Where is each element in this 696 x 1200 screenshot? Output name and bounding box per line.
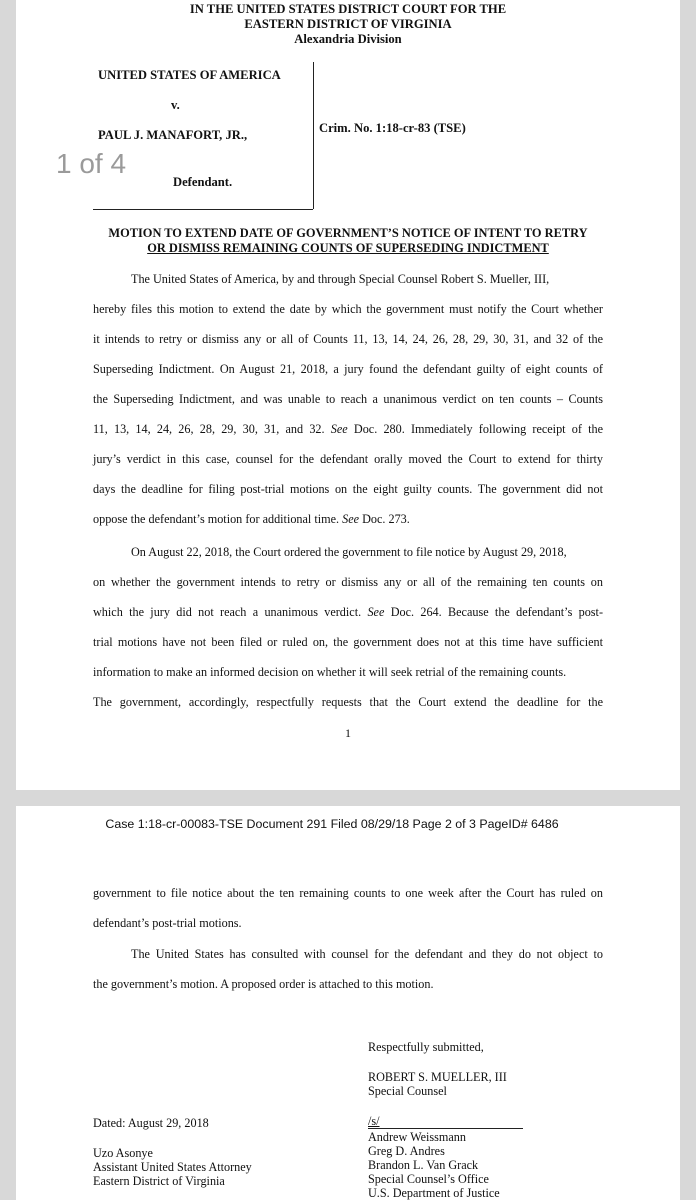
department-name: U.S. Department of Justice xyxy=(368,1186,500,1200)
text-line: government to file notice about the ten remaining counts to one week after the Court has ruled on xyxy=(93,886,603,900)
court-name-line-2: EASTERN DISTRICT OF VIRGINIA xyxy=(244,17,452,31)
text-line: jury’s verdict in this case, counsel for the defendant orally moved the Court to extend for thirty xyxy=(93,452,603,466)
text-line: it intends to retry or dismiss any or all of Counts 11, 13, 14, 24, 26, 28, 29, 30, 31, and 32 of the xyxy=(93,332,603,346)
page-number: 1 xyxy=(345,726,351,740)
defendant-name: PAUL J. MANAFORT, JR., xyxy=(98,128,248,142)
text-line: defendant’s post-trial motions. xyxy=(93,916,242,930)
defendant-role: Defendant. xyxy=(173,175,233,189)
motion-title-line-2: OR DISMISS REMAINING COUNTS OF SUPERSEDING INDICTMENT xyxy=(147,241,549,255)
signer-title: Special Counsel xyxy=(368,1084,447,1098)
slash-signature: /s/ xyxy=(368,1114,380,1128)
case-number: Crim. No. 1:18-cr-83 (TSE) xyxy=(319,121,466,135)
motion-title xyxy=(16,226,680,256)
office-name: Special Counsel’s Office xyxy=(368,1172,489,1186)
document-page-1 xyxy=(16,0,680,790)
signer-name: ROBERT S. MUELLER, III xyxy=(368,1070,507,1084)
case-header: Case 1:18-cr-00083-TSE Document 291 Filed 08/29/18 Page 2 of 3 PageID# 6486 xyxy=(105,817,559,831)
text-line: the Superseding Indictment, and was unable to reach a unanimous verdict on ten counts – Counts xyxy=(93,392,603,406)
text-line: On August 22, 2018, the Court ordered the government to file notice by August 29, 2018, xyxy=(131,545,567,559)
text-line: 11, 13, 14, 24, 26, 28, 29, 30, 31, and 32. See Doc. 280. Immediately following receipt of the xyxy=(93,422,604,436)
caption-divider-vertical xyxy=(313,62,314,209)
attorney-1: Andrew Weissmann xyxy=(368,1130,466,1144)
text-line: the government’s motion. A proposed order is attached to this motion. xyxy=(93,977,434,991)
ausa-name: Uzo Asonye xyxy=(93,1146,153,1160)
text-line: The United States of America, by and through Special Counsel Robert S. Mueller, III, xyxy=(131,272,550,286)
closing: Respectfully submitted, xyxy=(368,1040,484,1054)
text-line: The government, accordingly, respectfully requests that the Court extend the deadline for the xyxy=(93,695,603,709)
document-page-2 xyxy=(16,806,680,1200)
attorney-3: Brandon L. Van Grack xyxy=(368,1158,479,1172)
text-line: Superseding Indictment. On August 21, 2018, a jury found the defendant guilty of eight counts of xyxy=(93,362,603,376)
text-line: The United States has consulted with counsel for the defendant and they do not object to xyxy=(131,947,603,961)
plaintiff-name: UNITED STATES OF AMERICA xyxy=(98,68,281,82)
date-filed: Dated: August 29, 2018 xyxy=(93,1116,209,1130)
text-line: trial motions have not been filed or ruled on, the government does not at this time have sufficient xyxy=(93,635,603,649)
caption-divider-horizontal xyxy=(93,209,313,210)
text-line: which the jury did not reach a unanimous verdict. See Doc. 264. Because the defendant’s post- xyxy=(93,605,603,619)
signature-line xyxy=(368,1128,523,1129)
ausa-title: Assistant United States Attorney xyxy=(93,1160,252,1174)
court-name-line-1: IN THE UNITED STATES DISTRICT COURT FOR THE xyxy=(189,2,507,16)
text-line: oppose the defendant’s motion for additional time. See Doc. 273. xyxy=(93,512,410,526)
page-indicator: 1 of 4 xyxy=(56,148,127,179)
text-line: hereby files this motion to extend the date by which the government must notify the Court whether xyxy=(93,302,603,316)
motion-title-line-1: MOTION TO EXTEND DATE OF GOVERNMENT’S NOTICE OF INTENT TO RETRY xyxy=(108,226,588,240)
versus: v. xyxy=(171,98,180,112)
text-line: days the deadline for filing post-trial motions on the eight guilty counts. The government did not xyxy=(93,482,603,496)
text-line: on whether the government intends to retry or dismiss any or all of the remaining ten counts on xyxy=(93,575,603,589)
court-division: Alexandria Division xyxy=(294,32,402,46)
ausa-district: Eastern District of Virginia xyxy=(93,1174,225,1188)
text-line: information to make an informed decision on whether it will seek retrial of the remaining counts. xyxy=(93,665,567,679)
attorney-2: Greg D. Andres xyxy=(368,1144,445,1158)
